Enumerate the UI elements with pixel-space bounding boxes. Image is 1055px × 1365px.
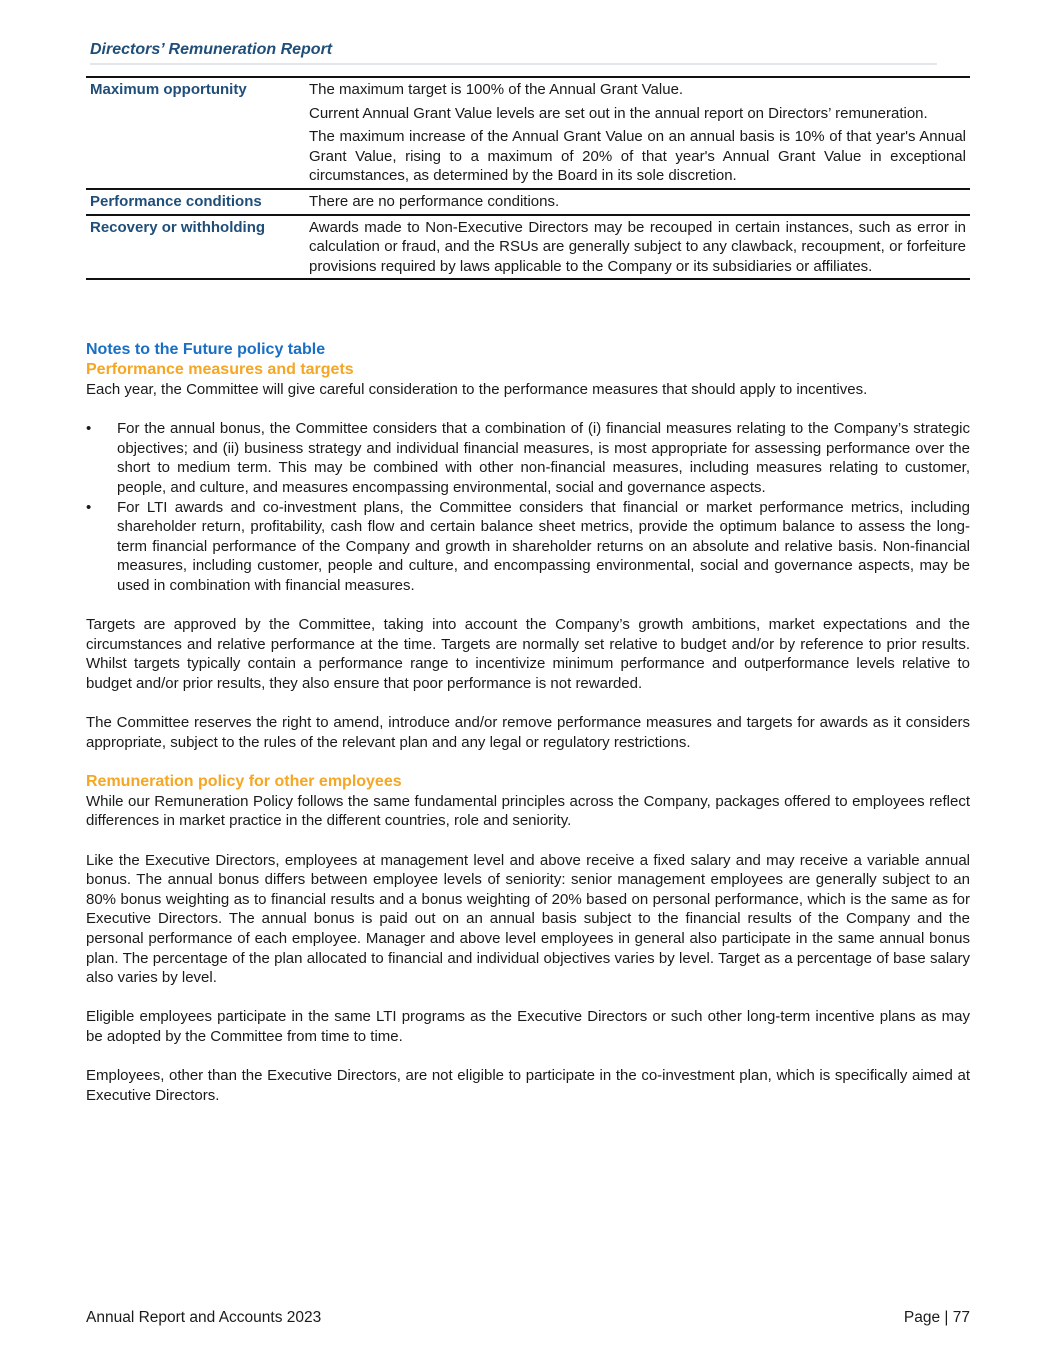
notes-heading: Notes to the Future policy table (86, 341, 326, 358)
notes-intro: Each year, the Committee will give careful consideration to the performance measures that should apply to incentives. (86, 381, 868, 398)
row-label-performance-conditions: Performance conditions (90, 192, 262, 210)
description-paragraph: Awards made to Non-Executive Directors may be recouped in certain instances, such as error in calculation or fraud, and the RSUs are generally subject to any clawback, recoupment, or forfeiture provisions required by laws applicable to the Company or its subsidiaries or affiliates. (309, 218, 966, 275)
table-row (86, 215, 970, 280)
row-description (305, 215, 970, 280)
table-row (86, 77, 970, 189)
table-row (86, 189, 970, 215)
list-item-text: For the annual bonus, the Committee considers that a combination of (i) financial measures relating to the Company’s strategic objectives; and (ii) business strategy and individual financial measures, is most appropriate for assessing performance over the short to medium term. This may be combined with other non-financial measures, including measures relating to customer, people, and culture, and measures encompassing environmental, social and governance aspects. (117, 420, 970, 496)
policy-table (86, 76, 970, 280)
list-item-text: For LTI awards and co-investment plans, the Committee considers that financial or market performance metrics, including shareholder return, profitability, cash flow and certain balance sheet metrics, provide the optimum balance to assess the long-term financial performance of the Company and growth in shareholder returns on an absolute and relative basis. Non-financial measures, including customer, people and culture, and encompassing environmental, social and governance aspects, may be used in combination with financial measures. (117, 498, 970, 594)
row-label-recovery-or-withholding: Recovery or withholding (90, 218, 266, 236)
row-label-maximum-opportunity: Maximum opportunity (90, 81, 247, 98)
row-description (305, 189, 970, 215)
measures-list (86, 419, 970, 595)
report-title: Directors’ Remuneration Report (90, 41, 333, 58)
other-employees-heading: Remuneration policy for other employees (86, 772, 402, 790)
page-number: Page | 77 (903, 1309, 970, 1326)
description-paragraph: There are no performance conditions. (309, 192, 560, 210)
reserves-paragraph: The Committee reserves the right to amend, introduce and/or remove performance measures and targets for awards as it considers appropriate, subject to the rules of the relevant plan and any legal or regulatory restrictions. (86, 714, 970, 751)
running-header (90, 40, 937, 65)
bullet-icon: • (86, 420, 92, 438)
row-description (305, 77, 970, 189)
performance-measures-heading: Performance measures and targets (86, 361, 354, 378)
list-item (86, 498, 970, 596)
bullet-icon: • (86, 498, 92, 516)
footer-report-name: Annual Report and Accounts 2023 (86, 1309, 322, 1326)
description-paragraph: The maximum increase of the Annual Grant Value on an annual basis is 10% of that year's Annual Grant Value, rising to a maximum of 20% of that year's Annual Grant Value in exceptional circumstances, as determined by the Board in its sole discretion. (309, 128, 966, 185)
other-employees-paragraph: Employees, other than the Executive Directors, are not eligible to participate in the co-investment plan, which is specifically aimed at Executive Directors. (86, 1067, 970, 1104)
other-employees-paragraph: While our Remuneration Policy follows the same fundamental principles across the Company, packages offered to employees reflect differences in market practice in the different countries, role and seniority. (86, 792, 970, 830)
description-paragraph: The maximum target is 100% of the Annual Grant Value. (309, 81, 684, 98)
list-item (86, 419, 970, 497)
other-employees-paragraph: Like the Executive Directors, employees at management level and above receive a fixed salary and may receive a variable annual bonus. The annual bonus differs between employee levels of seniority: senior management employees are generally subject to an 80% bonus weighting as to financial results and a bonus weighting of 20% based on personal performance, which is the same as for Executive Directors. The annual bonus is paid out on an annual basis subject to the financial results of the Company and the personal performance of each employee. Manager and above level employees in general also participate in the same annual bonus plan. The percentage of the plan allocated to financial and individual objectives varies by level. Target as a percentage of base salary also varies by level. (86, 851, 970, 987)
other-employees-paragraph: Eligible employees participate in the same LTI programs as the Executive Directors or such other long-term incentive plans as may be adopted by the Committee from time to time. (86, 1008, 970, 1045)
description-paragraph: Current Annual Grant Value levels are set out in the annual report on Directors’ remuneration. (309, 104, 928, 122)
targets-paragraph: Targets are approved by the Committee, taking into account the Company’s growth ambitions, market expectations and the circumstances and relative performance at the time. Targets are normally set relative to budget and/or by reference to prior results. Whilst targets typically contain a performance range to incentivize minimum performance and outperformance levels relative to budget and/or prior results, they also ensure that poor performance is not rewarded. (86, 616, 970, 692)
main-content (86, 340, 970, 1105)
